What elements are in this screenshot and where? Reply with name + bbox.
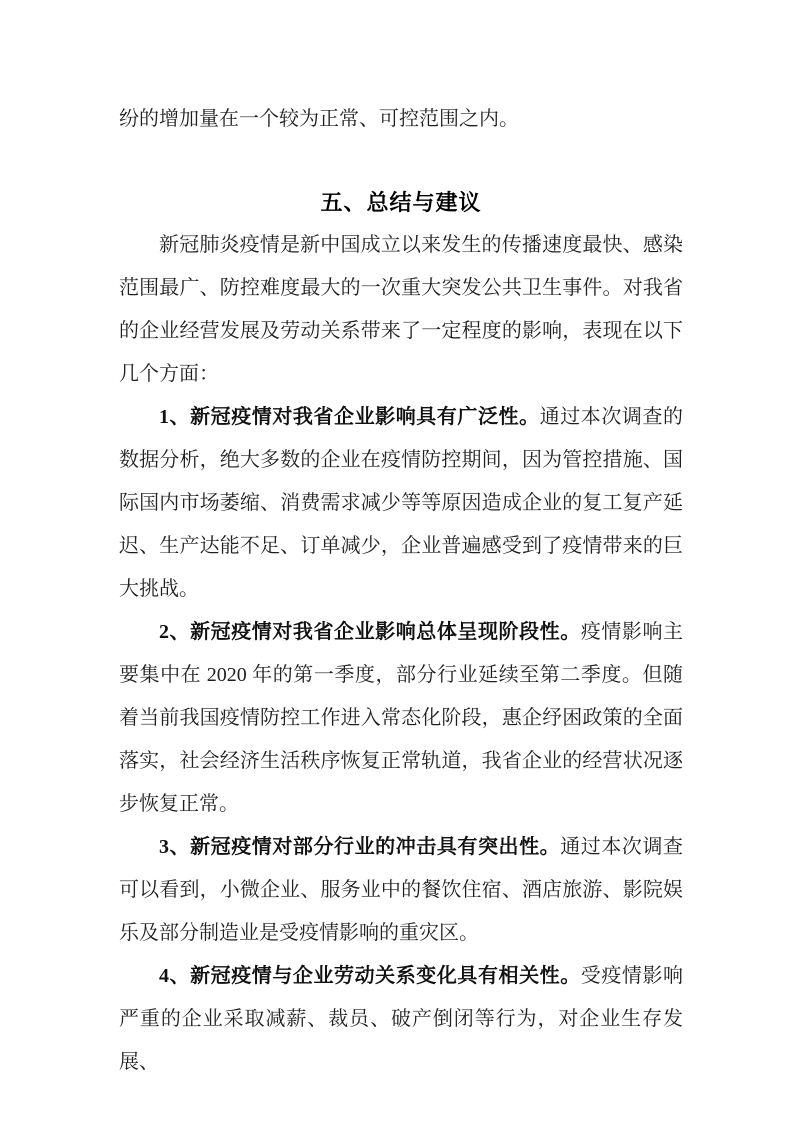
intro-paragraph: 新冠肺炎疫情是新中国成立以来发生的传播速度最快、感染范围最广、防控难度最大的一次重大突发公共卫生事件。对我省的企业经营发展及劳动关系带来了一定程度的影响，表现在以下几个方面： <box>119 234 683 385</box>
summary-point-3-lead: 3、新冠疫情对部分行业的冲击具有突出性。 <box>159 836 561 858</box>
section-heading: 五、总结与建议 <box>320 190 482 215</box>
summary-point-1 <box>119 396 683 611</box>
summary-point-3-body: 通过本次调查可以看到，小微企业、服务业中的餐饮住宿、酒店旅游、影院娱乐及部分制造业是受疫情影响的重灾区。 <box>119 836 684 944</box>
summary-point-4 <box>119 955 683 1084</box>
summary-point-1-body: 通过本次调查的数据分析，绝大多数的企业在疫情防控期间，因为管控措施、国际国内市场萎缩、消费需求减少等等原因造成企业的复工复产延迟、生产达能不足、订单减少，企业普遍感受到了疫情带来的巨大挑战。 <box>119 406 684 600</box>
summary-point-4-lead: 4、新冠疫情与企业劳动关系变化具有相关性。 <box>159 965 581 987</box>
summary-point-3 <box>119 826 683 955</box>
summary-point-1-lead: 1、新冠疫情对我省企业影响具有广泛性。 <box>159 406 540 428</box>
summary-point-4-body: 受疫情影响严重的企业采取减薪、裁员、破产倒闭等行为，对企业生存发展、 <box>119 965 684 1073</box>
summary-point-2-lead: 2、新冠疫情对我省企业影响总体呈现阶段性。 <box>159 621 581 643</box>
continuation-paragraph: 纷的增加量在一个较为正常、可控范围之内。 <box>119 108 519 130</box>
summary-point-2-body: 疫情影响主要集中在 2020 年的第一季度，部分行业延续至第二季度。但随着当前我国疫情防控工作进入常态化阶段，惠企纾困政策的全面落实，社会经济生活秩序恢复正常轨道，我省企业的经营状况逐步恢复正常。 <box>119 621 684 815</box>
summary-point-2 <box>119 611 683 826</box>
